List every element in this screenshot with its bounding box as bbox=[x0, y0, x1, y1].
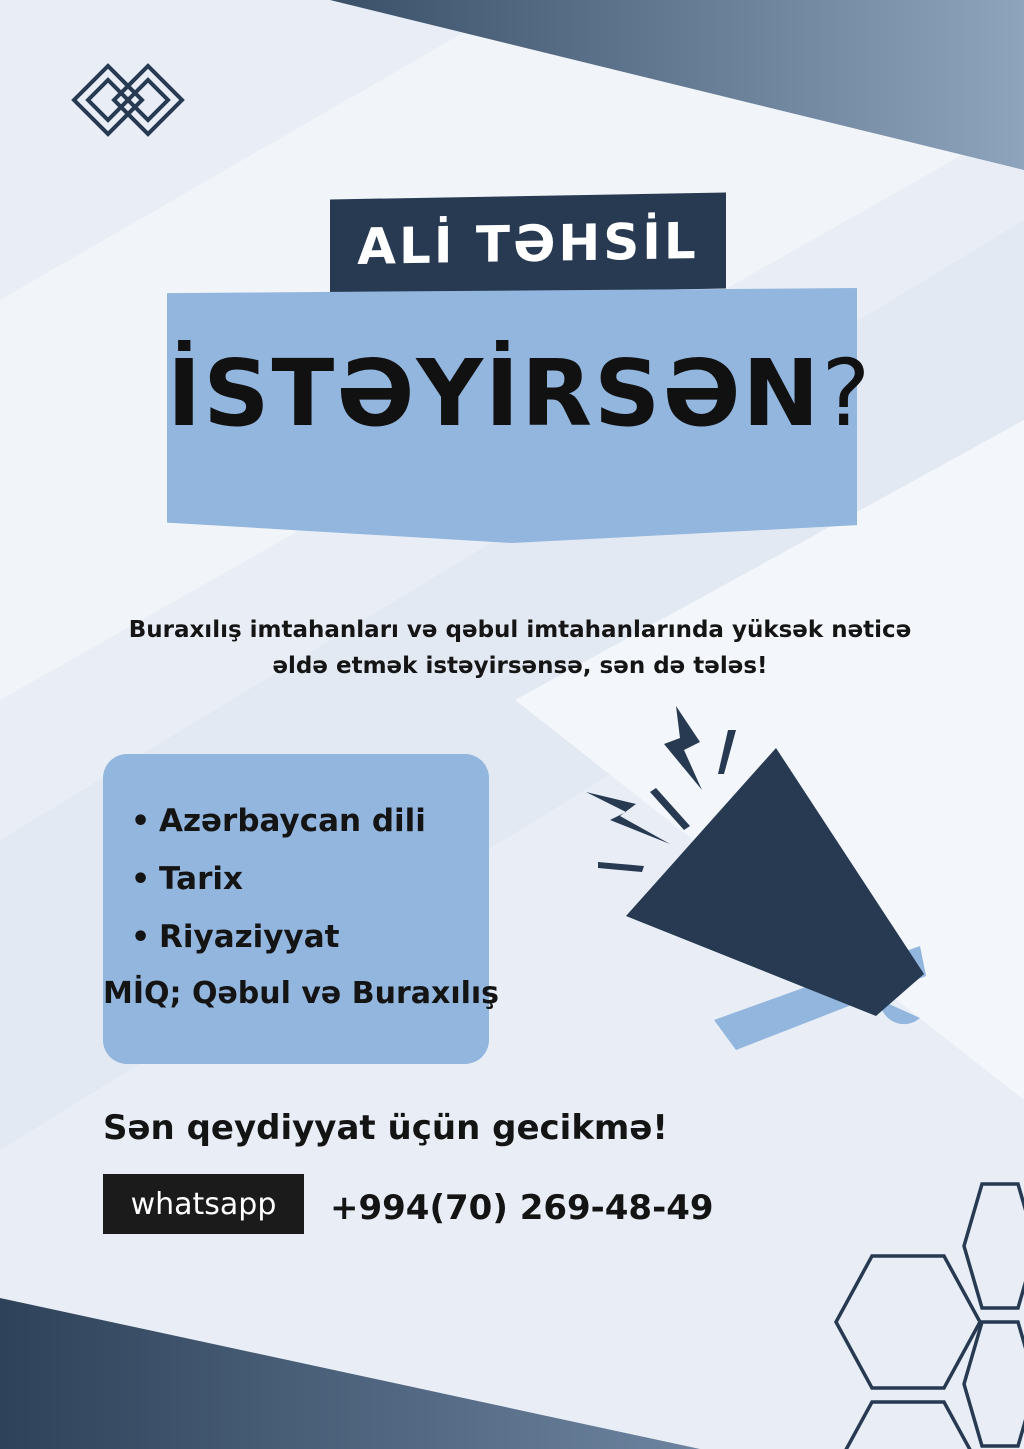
list-item bbox=[131, 914, 426, 972]
description-line-1: Buraxılış imtahanları və qəbul imtahanlarında yüksək nəticə bbox=[128, 617, 912, 643]
whatsapp-button-label: whatsapp bbox=[130, 1186, 277, 1222]
subjects-list bbox=[131, 798, 426, 972]
headline-question-mark: ? bbox=[821, 340, 873, 447]
title-banner bbox=[330, 193, 726, 296]
megaphone-icon bbox=[580, 700, 940, 1060]
phone-number[interactable]: +994(70) 269-48-49 bbox=[330, 1188, 714, 1228]
cta-text: Sən qeydiyyat üçün gecikmə! bbox=[103, 1108, 668, 1148]
subject-label: Tarix bbox=[159, 861, 243, 897]
bullet: • bbox=[131, 920, 151, 955]
subjects-extra: MİQ; Qəbul və Buraxılış bbox=[103, 976, 500, 1011]
bullet: • bbox=[131, 862, 151, 897]
bullet: • bbox=[131, 804, 151, 839]
list-item bbox=[131, 798, 426, 856]
banner-label: ALİ TƏHSİL bbox=[357, 212, 699, 276]
list-item bbox=[131, 856, 426, 914]
headline-text: İSTƏYİRSƏN bbox=[167, 340, 822, 447]
whatsapp-button[interactable] bbox=[103, 1174, 304, 1234]
headline bbox=[167, 340, 873, 447]
description bbox=[100, 612, 940, 684]
description-line-2: əldə etmək istəyirsənsə, sən də tələs! bbox=[272, 653, 768, 679]
hexagon-pattern-icon bbox=[820, 1180, 1024, 1449]
subjects-box bbox=[103, 754, 489, 1064]
logo-infinity-icon bbox=[68, 58, 188, 148]
subject-label: Riyaziyyat bbox=[159, 919, 340, 955]
subject-label: Azərbaycan dili bbox=[159, 803, 426, 839]
